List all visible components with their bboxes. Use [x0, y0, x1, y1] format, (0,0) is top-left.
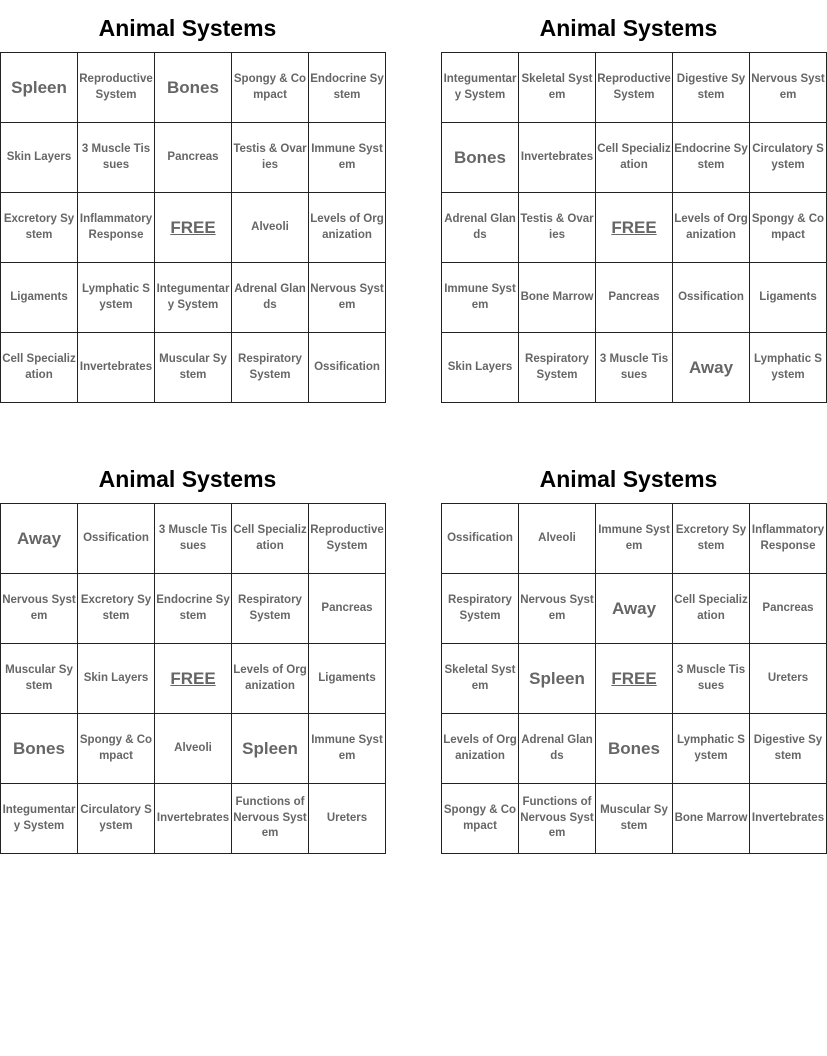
bingo-cell: Digestive System — [673, 53, 750, 123]
grid-row — [442, 574, 827, 644]
bingo-cell: Adrenal Glands — [519, 714, 596, 784]
free-space-cell: FREE — [596, 644, 673, 714]
bingo-cell: Reproductive System — [596, 53, 673, 123]
grid-row — [1, 193, 386, 263]
bingo-cell: Lymphatic System — [673, 714, 750, 784]
grid-row — [442, 504, 827, 574]
bingo-cell: Immune System — [442, 263, 519, 333]
grid-row — [1, 263, 386, 333]
free-space-cell: FREE — [596, 193, 673, 263]
bingo-cell: Ligaments — [750, 263, 827, 333]
bingo-cell: Levels of Organization — [309, 193, 386, 263]
free-space-cell: FREE — [155, 644, 232, 714]
grid-row — [1, 53, 386, 123]
bingo-cell: Functions of Nervous System — [232, 784, 309, 854]
bingo-cell: Invertebrates — [750, 784, 827, 854]
bingo-cell: 3 Muscle Tissues — [673, 644, 750, 714]
free-space-cell: FREE — [155, 193, 232, 263]
grid-row — [442, 263, 827, 333]
bingo-cell: Bones — [1, 714, 78, 784]
bingo-cell: Circulatory System — [78, 784, 155, 854]
bingo-cell: Endocrine System — [155, 574, 232, 644]
bingo-cell: Testis & Ovaries — [232, 123, 309, 193]
bingo-cell: Pancreas — [309, 574, 386, 644]
grid-row — [442, 644, 827, 714]
bingo-cell: Adrenal Glands — [232, 263, 309, 333]
bingo-cell: Respiratory System — [519, 333, 596, 403]
grid-row — [442, 53, 827, 123]
bingo-cell: Integumentary System — [442, 53, 519, 123]
bingo-cell: Spleen — [1, 53, 78, 123]
bingo-cell: Testis & Ovaries — [519, 193, 596, 263]
bingo-cell: Cell Specialization — [1, 333, 78, 403]
bingo-cell: Respiratory System — [232, 574, 309, 644]
bingo-cell: Immune System — [596, 504, 673, 574]
bingo-cell: Excretory System — [78, 574, 155, 644]
bingo-cell: Skin Layers — [442, 333, 519, 403]
bingo-cell: Endocrine System — [673, 123, 750, 193]
bingo-cell: Spongy & Compact — [442, 784, 519, 854]
grid-row — [442, 193, 827, 263]
bingo-cell: Muscular System — [596, 784, 673, 854]
grid-row — [442, 714, 827, 784]
bingo-cell: Respiratory System — [442, 574, 519, 644]
bingo-cell: Alveoli — [155, 714, 232, 784]
bingo-card — [0, 12, 384, 403]
bingo-cell: Alveoli — [519, 504, 596, 574]
bingo-cell: Skin Layers — [1, 123, 78, 193]
bingo-cell: Spongy & Compact — [78, 714, 155, 784]
bingo-cell: Muscular System — [1, 644, 78, 714]
bingo-cell: Endocrine System — [309, 53, 386, 123]
bingo-cell: Away — [1, 504, 78, 574]
grid-row — [1, 714, 386, 784]
bingo-grid — [441, 52, 827, 403]
bingo-grid — [0, 52, 386, 403]
grid-row — [1, 644, 386, 714]
bingo-cell: Digestive System — [750, 714, 827, 784]
bingo-cell: Ossification — [78, 504, 155, 574]
card-title: Animal Systems — [98, 15, 277, 41]
bingo-cell: Reproductive System — [309, 504, 386, 574]
bingo-cell: Skeletal System — [519, 53, 596, 123]
bingo-cell: Ossification — [309, 333, 386, 403]
bingo-cell: Cell Specialization — [673, 574, 750, 644]
card-title: Animal Systems — [539, 15, 718, 41]
bingo-cell: Invertebrates — [519, 123, 596, 193]
bingo-cell: Integumentary System — [1, 784, 78, 854]
bingo-cell: Bones — [155, 53, 232, 123]
bingo-cell: Integumentary System — [155, 263, 232, 333]
card-title: Animal Systems — [98, 466, 277, 492]
bingo-cell: Nervous System — [1, 574, 78, 644]
bingo-cell: Lymphatic System — [78, 263, 155, 333]
bingo-card — [0, 463, 384, 854]
grid-row — [1, 123, 386, 193]
bingo-cell: Ureters — [309, 784, 386, 854]
bingo-cell: Excretory System — [673, 504, 750, 574]
bingo-cell: Bone Marrow — [519, 263, 596, 333]
bingo-cell: Muscular System — [155, 333, 232, 403]
bingo-cell: Pancreas — [750, 574, 827, 644]
bingo-cell: Inflammatory Response — [750, 504, 827, 574]
grid-row — [442, 123, 827, 193]
bingo-cell: 3 Muscle Tissues — [596, 333, 673, 403]
bingo-cell: Nervous System — [750, 53, 827, 123]
bingo-cell: Skeletal System — [442, 644, 519, 714]
bingo-cell: Bones — [442, 123, 519, 193]
bingo-cell: Immune System — [309, 123, 386, 193]
bingo-cell: Away — [673, 333, 750, 403]
bingo-cell: Invertebrates — [155, 784, 232, 854]
bingo-cell: 3 Muscle Tissues — [78, 123, 155, 193]
bingo-cell: Adrenal Glands — [442, 193, 519, 263]
bingo-cell: Functions of Nervous System — [519, 784, 596, 854]
grid-row — [1, 333, 386, 403]
bingo-cell: Spleen — [519, 644, 596, 714]
bingo-cell: Ossification — [442, 504, 519, 574]
bingo-cell: Ligaments — [309, 644, 386, 714]
bingo-cell: Nervous System — [519, 574, 596, 644]
grid-row — [442, 333, 827, 403]
bingo-cell: Levels of Organization — [442, 714, 519, 784]
grid-row — [1, 504, 386, 574]
bingo-cell: Bones — [596, 714, 673, 784]
bingo-cell: Respiratory System — [232, 333, 309, 403]
bingo-cell: Cell Specialization — [232, 504, 309, 574]
bingo-cell: Skin Layers — [78, 644, 155, 714]
bingo-cell: Immune System — [309, 714, 386, 784]
bingo-cell: Invertebrates — [78, 333, 155, 403]
bingo-cell: Lymphatic System — [750, 333, 827, 403]
bingo-cell: Alveoli — [232, 193, 309, 263]
bingo-card — [441, 463, 825, 854]
bingo-grid — [0, 503, 386, 854]
bingo-cell: Pancreas — [596, 263, 673, 333]
grid-row — [1, 574, 386, 644]
bingo-cell: Spongy & Compact — [750, 193, 827, 263]
bingo-cell: Ureters — [750, 644, 827, 714]
bingo-cell: Ligaments — [1, 263, 78, 333]
bingo-grid — [441, 503, 827, 854]
bingo-card — [441, 12, 825, 403]
bingo-cell: Excretory System — [1, 193, 78, 263]
grid-row — [1, 784, 386, 854]
bingo-cell: Away — [596, 574, 673, 644]
bingo-cell: Pancreas — [155, 123, 232, 193]
bingo-cell: Circulatory System — [750, 123, 827, 193]
card-title: Animal Systems — [539, 466, 718, 492]
bingo-cell: Nervous System — [309, 263, 386, 333]
bingo-cell: Spleen — [232, 714, 309, 784]
bingo-cell: Ossification — [673, 263, 750, 333]
bingo-cell: Bone Marrow — [673, 784, 750, 854]
bingo-cell: Levels of Organization — [232, 644, 309, 714]
bingo-cell: Spongy & Compact — [232, 53, 309, 123]
bingo-cell: Inflammatory Response — [78, 193, 155, 263]
grid-row — [442, 784, 827, 854]
bingo-cell: Levels of Organization — [673, 193, 750, 263]
bingo-cell: Cell Specialization — [596, 123, 673, 193]
bingo-cell: Reproductive System — [78, 53, 155, 123]
bingo-cell: 3 Muscle Tissues — [155, 504, 232, 574]
